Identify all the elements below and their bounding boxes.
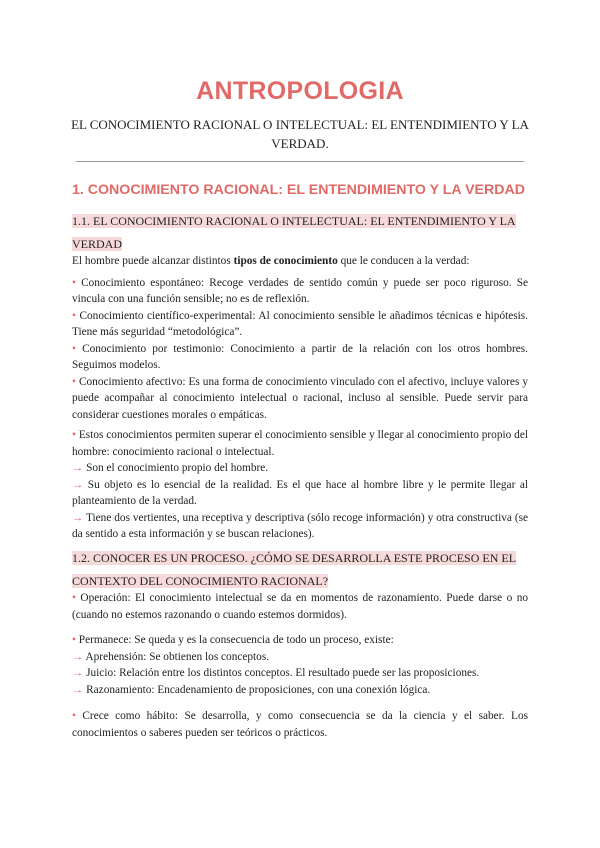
arrow-item — [72, 460, 528, 477]
intro-paragraph — [72, 253, 528, 270]
bullet-item — [72, 708, 528, 741]
content-block-1 — [72, 253, 528, 423]
bullet-item — [72, 427, 528, 460]
bullet-text: Permanece: Se queda y es la consecuencia de todo un proceso, existe: — [78, 634, 394, 646]
bullet-icon: • — [72, 342, 76, 355]
horizontal-rule — [76, 161, 524, 162]
arrow-item — [72, 649, 528, 666]
arrow-right-icon: → — [72, 683, 84, 696]
document-title: ANTROPOLOGIA — [196, 77, 404, 105]
arrow-text: Tiene dos vertientes, una receptiva y descriptiva (sólo recoge información) y otra constructiva (se da sentido a esta información y se buscan relaciones). — [72, 511, 529, 540]
subsection-heading-1-1 — [72, 210, 528, 256]
bullet-text: Crece como hábito: Se desarrolla, y como consecuencia se da la ciencia y el saber. Los conocimientos o saberes pueden ser teóricos o prácticos. — [72, 710, 528, 739]
bullet-icon: • — [72, 375, 76, 388]
bullet-text: Conocimiento científico-experimental: Al conocimiento sensible le añadimos técnicas e hipótesis. Tiene más seguridad “metodológica”. — [72, 309, 528, 338]
arrow-item — [72, 682, 528, 699]
bullet-item — [72, 275, 528, 308]
bullet-item — [72, 308, 528, 341]
arrow-right-icon: → — [72, 511, 84, 524]
content-block-3 — [72, 590, 528, 623]
bullet-text: Conocimiento afectivo: Es una forma de conocimiento vinculado con el afectivo, incluye valores y puede acompañar al conocimiento intelectual o racional, incluso al sensible. Puede servir para considerar cuestiones morales o empáticas. — [72, 375, 528, 421]
bullet-item — [72, 632, 528, 649]
arrow-right-icon: → — [72, 667, 84, 679]
bullet-icon: • — [72, 592, 76, 604]
bullet-icon: • — [72, 276, 76, 289]
arrow-text: Aprehensión: Se obtienen los conceptos. — [85, 650, 270, 663]
content-block-2 — [72, 427, 528, 543]
subsection-heading-text: 1.1. EL CONOCIMIENTO RACIONAL O INTELECTUAL: EL ENTENDIMIENTO Y LA VERDAD — [72, 214, 516, 251]
content-block-4 — [72, 632, 528, 698]
arrow-text: Razonamiento: Encadenamiento de proposiciones, con una conexión lógica. — [86, 683, 431, 696]
arrow-item — [72, 477, 528, 510]
intro-bold-text: tipos de conocimiento — [233, 255, 338, 267]
content-block-5 — [72, 708, 528, 741]
bullet-text: Conocimiento por testimonio: Conocimiento a partir de la relación con los otros hombres. Seguimos modelos. — [72, 342, 528, 371]
bullet-icon: • — [72, 429, 76, 441]
bullet-icon: • — [72, 634, 76, 646]
intro-text: El hombre puede alcanzar distintos — [72, 255, 234, 267]
bullet-text: Conocimiento espontáneo: Recoge verdades de sentido común y puede ser poco riguroso. Se vincula con una función sensible; no es de reflexión. — [72, 276, 529, 305]
arrow-item — [72, 665, 528, 682]
subsection-heading-text: 1.2. CONOCER ES UN PROCESO. ¿CÓMO SE DESARROLLA ESTE PROCESO EN EL CONTEXTO DEL CONOCIMIENTO RACIONAL? — [72, 551, 517, 588]
arrow-right-icon: → — [72, 478, 84, 491]
bullet-icon: • — [72, 309, 76, 322]
bullet-item — [72, 341, 528, 374]
document-subtitle: EL CONOCIMIENTO RACIONAL O INTELECTUAL: EL ENTENDIMIENTO Y LA VERDAD. — [71, 117, 529, 151]
arrow-text: Su objeto es lo esencial de la realidad. Es el que hace al hombre libre y le permite llegar al planteamiento de la verdad. — [72, 478, 528, 507]
arrow-item — [72, 510, 528, 543]
subsection-heading-1-2 — [72, 547, 528, 593]
bullet-text: Estos conocimientos permiten superar el conocimiento sensible y llegar al conocimiento propio del hombre: conocimiento racional o intelectual. — [72, 429, 528, 458]
intro-text-end: que le conducen a la verdad: — [337, 255, 470, 267]
bullet-text: Operación: El conocimiento intelectual se da en momentos de razonamiento. Puede darse o no (cuando no estemos razonando o cuando estemos dormidos). — [72, 592, 528, 621]
bullet-icon: • — [72, 710, 76, 722]
arrow-text: Son el conocimiento propio del hombre. — [86, 462, 269, 474]
arrow-right-icon: → — [72, 462, 84, 474]
bullet-item — [72, 374, 528, 424]
bullet-item — [72, 590, 528, 623]
section-heading: 1. CONOCIMIENTO RACIONAL: EL ENTENDIMIENTO Y LA VERDAD — [72, 182, 525, 198]
arrow-text: Juicio: Relación entre los distintos conceptos. El resultado puede ser las proposiciones. — [86, 667, 480, 679]
arrow-right-icon: → — [72, 650, 84, 663]
